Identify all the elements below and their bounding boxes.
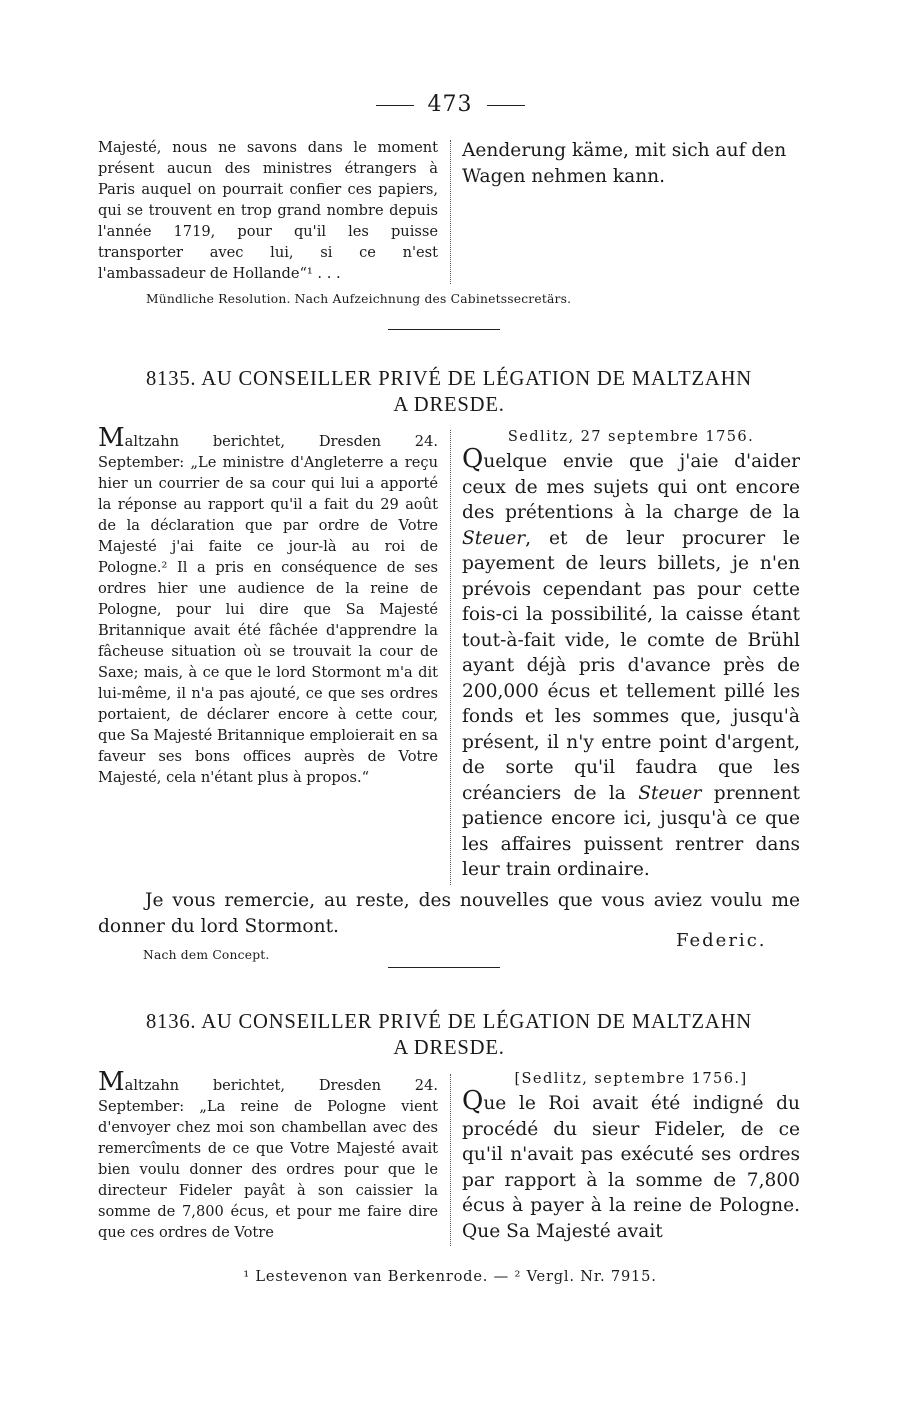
header-dash-left	[376, 105, 414, 106]
section-rule	[388, 329, 500, 330]
doc-8135-letter	[462, 428, 800, 883]
top-left-continuation: Majesté, nous ne savons dans le moment présent aucun des ministres étrangers à Paris auquel on pourrait confier ces papiers, qui se trouvent en trop grand nombre depuis l'année 1719, pour qu'il les puisse transporter avec lui, si ce n'est l'ambassadeur de Hollande“¹ . . .	[98, 139, 438, 282]
header-dash-right	[487, 105, 525, 106]
doc-8135-dateline: Sedlitz, 27 septembre 1756.	[507, 428, 755, 445]
section-rule	[388, 967, 500, 968]
doc-8136-letter-text	[462, 1086, 800, 1244]
doc-8135-source-note: Nach dem Concept.	[143, 948, 270, 962]
doc-8136-report-text: altzahn berichtet, Dresden 24. September: „La reine de Pologne vient d'envoyer chez moi son chambellan avec des remercîments de ce que Votre Majesté avait bien voulu donner des ordres pour que le directeur Fideler payât à son caissier la somme de 7,800 écus, et pour me faire dire que ces ordres de Votre	[98, 1077, 438, 1241]
doc-8136-title-line1: 8136. AU CONSEILLER PRIVÉ DE LÉGATION DE MALTZAHN	[146, 1011, 752, 1033]
doc-8135-letter-text	[462, 444, 800, 883]
top-right-continuation: Aenderung käme, mit sich auf den Wagen nehmen kann.	[462, 140, 787, 187]
doc-8135-title	[98, 366, 800, 418]
column-separator	[450, 430, 451, 885]
doc-8136-dateline: [Sedlitz, septembre 1756.]	[514, 1070, 748, 1087]
drop-initial: M	[98, 1067, 125, 1097]
drop-initial: Q	[462, 1086, 484, 1116]
doc-8135-signature: Federic.	[676, 930, 767, 951]
drop-initial: M	[98, 423, 125, 453]
column-separator	[450, 140, 451, 284]
steuer-term: Steuer	[462, 527, 526, 549]
drop-initial: Q	[462, 444, 484, 474]
page-number-header	[0, 92, 900, 117]
letter-text-part: , et de leur procurer le payement de leurs billets, je n'en prévois cependant pas pour cette fois-ci la possibilité, la caisse étant tout-à-fait vide, le comte de Brühl ayant déjà pris d'avance près de 200,000 écus et tellement pillé les fonds et les sommes que, jusqu'à présent, il n'y entre point d'argent, de sorte qu'il faudra que les créanciers de la	[462, 527, 800, 804]
doc-8135-closing: Je vous remercie, au reste, des nouvelles que vous aviez voulu me donner du lord Stormont.	[98, 890, 800, 937]
letter-text-part: prennent patience encore ici, jusqu'à ce que les affaires puissent rentrer dans leur train ordinaire.	[462, 782, 800, 880]
top-source-note: Mündliche Resolution. Nach Aufzeichnung des Cabinetssecretärs.	[146, 292, 572, 306]
doc-8136-title-line2: A DRESDE.	[393, 1037, 505, 1059]
doc-8135-title-line2: A DRESDE.	[393, 394, 505, 416]
doc-8136-title	[98, 1009, 800, 1061]
doc-8136-letter	[462, 1070, 800, 1244]
footnotes: ¹ Lestevenon van Berkenrode. — ² Vergl. Nr. 7915.	[243, 1268, 657, 1285]
doc-8135-report-text: altzahn berichtet, Dresden 24. September: „Le ministre d'Angleterre a reçu hier un courrier de sa cour qui lui a apporté la réponse au rapport qu'il a fait du 29 août de la déclaration que par ordre de Votre Majesté j'ai faite ce jour-là au roi de Pologne.² Il a pris en conséquence de ses ordres hier une audience de la reine de Pologne, pour lui dire que Sa Majesté Britannique avait été fâchée d'apprendre la fâcheuse situation où se trouvait la cour de Saxe; mais, à ce que le lord Stormont m'a dit lui-même, il n'a pas ajouté, ce que ses ordres portaient, de déclarer encore à cette cour, que Sa Majesté Britannique emploierait en sa faveur ses bons offices auprès de Votre Majesté, cela n'étant plus à propos.“	[98, 433, 438, 786]
doc-8136-report	[98, 1067, 438, 1243]
doc-8135-title-line1: 8135. AU CONSEILLER PRIVÉ DE LÉGATION DE MALTZAHN	[146, 368, 752, 390]
doc-8135-report	[98, 423, 438, 788]
page-number: 473	[427, 92, 473, 117]
letter-text-part: uelque envie que j'aie d'aider ceux de mes sujets qui ont encore des prétentions à la charge de la	[462, 451, 800, 523]
column-separator	[450, 1074, 451, 1246]
letter-text-part: ue le Roi avait été indigné du procédé du sieur Fideler, de ce qu'il n'avait pas exécuté ses ordres par rapport à la somme de 7,800 écus à payer à la reine de Pologne. Que Sa Majesté avait	[462, 1093, 800, 1242]
steuer-term: Steuer	[638, 782, 702, 804]
